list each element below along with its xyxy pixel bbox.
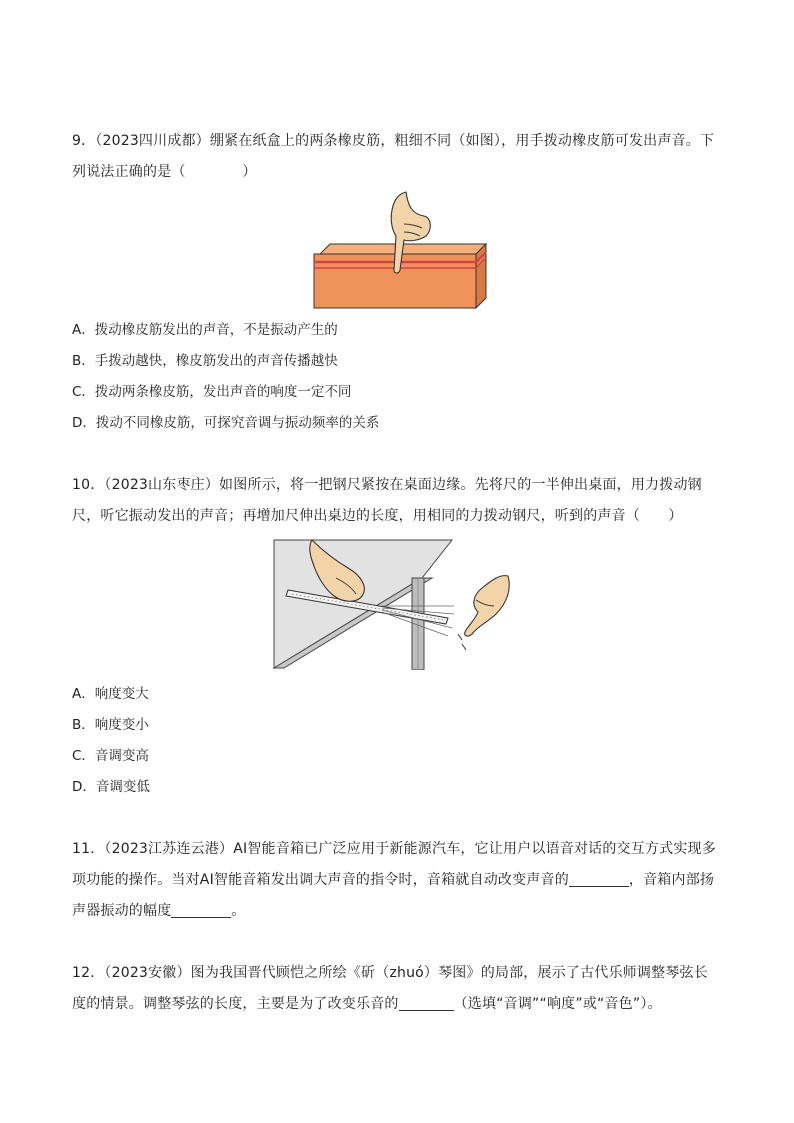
plucking-hand-icon: [465, 576, 510, 636]
question-10-option-d: D．音调变低: [72, 779, 150, 795]
motion-marks-icon: [458, 634, 466, 650]
question-11-text: 11．（2023江苏连云港）AI智能音箱已广泛应用于新能源汽车，它让用户以语音对话的交互方式实现多项功能的操作。当对AI智能音箱发出调大声音的指令时，音箱就自动改变声音的 ，音箱内部扬声器振动的幅度 。: [72, 841, 716, 919]
question-9-option-c: C．拨动两条橡皮筋，发出声音的响度一定不同: [72, 384, 352, 400]
question-12-text: 12．（2023安徽）图为我国晋代顾恺之所绘《斫（zhuó）琴图》的局部，展示了古代乐师调整琴弦长度的情景。调整琴弦的长度，主要是为了改变乐音的 （选填“音调”“响度”或“音色”）。: [72, 965, 708, 1012]
question-10-option-c: C．音调变高: [72, 748, 149, 764]
question-9-text: 9．（2023四川成都）绷紧在纸盒上的两条橡皮筋，粗细不同（如图），用手拨动橡皮筋可发出声音。下列说法正确的是（ ）: [72, 133, 715, 180]
question-10-option-b: B．响度变小: [72, 717, 149, 733]
question-11-blank-1[interactable]: [569, 870, 629, 887]
question-11-blank-2[interactable]: [171, 901, 231, 918]
question-9-option-a: A．拨动橡皮筋发出的声音，不是振动产生的: [72, 322, 338, 338]
question-9-option-b: B．手拨动越快，橡皮筋发出的声音传播越快: [72, 353, 338, 369]
question-9-option-d: D．拨动不同橡皮筋，可探究音调与振动频率的关系: [72, 415, 380, 431]
question-10-option-a: A．响度变大: [72, 686, 149, 702]
question-12-blank[interactable]: [399, 994, 454, 1011]
question-10-text: 10．（2023山东枣庄）如图所示，将一把钢尺紧按在桌面边缘。先将尺的一半伸出桌面，用力拨动钢尺，听它振动发出的声音；再增加尺伸出桌边的长度，用相同的力拨动钢尺，听到的声音（ ）: [72, 477, 702, 524]
steel-ruler-table-figure: [272, 538, 522, 670]
rubber-band-box-figure: [312, 190, 492, 312]
